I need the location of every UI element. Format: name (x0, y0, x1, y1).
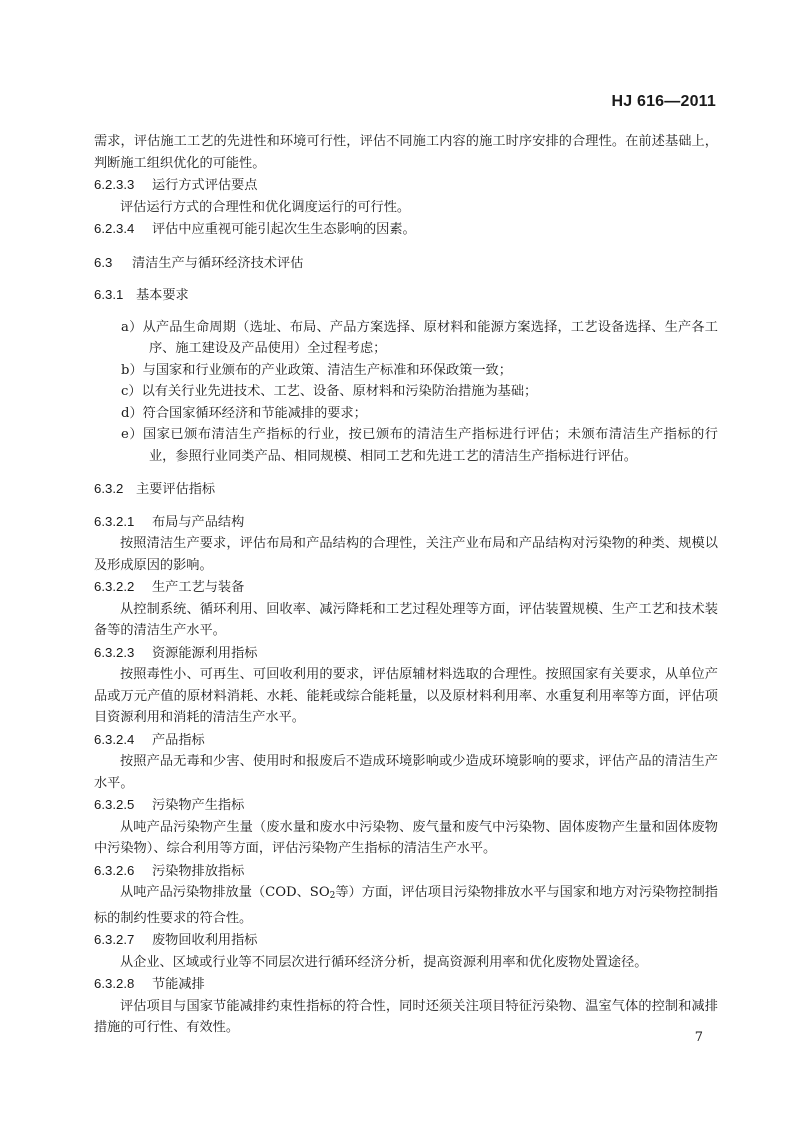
list-item: c）以有关行业先进技术、工艺、设备、原材料和污染防治措施为基础； (121, 384, 538, 399)
document-id: HJ 616—2011 (611, 93, 716, 110)
page-number: 7 (694, 1030, 703, 1045)
subsection-number: 6.3.2.6 (94, 862, 135, 878)
subsection-heading-6324 (94, 729, 718, 752)
subsection-heading-6323 (94, 642, 718, 665)
section-title: 主要评估指标 (136, 481, 216, 496)
subsection-title: 产品指标 (152, 732, 205, 748)
subsection-title: 布局与产品结构 (152, 514, 245, 530)
subsection-heading-6233 (94, 174, 718, 197)
subsection-title: 污染物排放指标 (152, 863, 245, 879)
subsection-text-6233: 评估运行方式的合理性和优化调度运行的可行性。 (120, 199, 411, 215)
subsection-text-6323: 按照毒性小、可再生、可回收利用的要求，评估原辅材料选取的合理性。按照国家有关要求，从单位产品或万元产值的原材料消耗、水耗、能耗或综合能耗量，以及原材料利用率、水重复利用率等方面，评估项目资源利用和消耗的清洁生产水平。 (94, 667, 718, 725)
subsection-text: 评估中应重视可能引起次生生态影响的因素。 (152, 222, 416, 237)
subsection-number: 6.3.2.7 (94, 932, 135, 947)
page-content (94, 131, 718, 1039)
section-heading-63 (94, 252, 718, 274)
subsection-text-6325: 从吨产品污染物产生量（废水量和废水中污染物、废气量和废气中污染物、固体废物产生量和固体废物中污染物）、综合利用等方面，评估污染物产生指标的清洁生产水平。 (94, 819, 718, 856)
subsection-heading-6328 (94, 973, 718, 996)
subscript: 2 (329, 891, 336, 901)
list-item: e）国家已颁布清洁生产指标的行业，按已颁布的清洁生产指标进行评估；未颁布清洁生产指标的行业，参照行业同类产品、相同规模、相同工艺和先进工艺的清洁生产指标进行评估。 (121, 427, 718, 464)
subsection-number: 6.3.2.2 (94, 579, 135, 594)
text-part: 从吨产品污染物排放量（COD、SO (120, 885, 330, 900)
section-title: 基本要求 (136, 287, 189, 302)
list-item: d）符合国家循环经济和节能减排的要求； (121, 405, 367, 421)
subsection-title: 废物回收利用指标 (152, 933, 258, 948)
subsection-heading-6322 (94, 576, 718, 599)
subsection-number: 6.3.2.5 (94, 797, 135, 812)
intro-paragraph: 需求，评估施工工艺的先进性和环境可行性，评估不同施工内容的施工时序安排的合理性。在前述基础上，判断施工组织优化的可能性。 (94, 134, 718, 171)
text-part: 等）方面，评估项目污染物排放水平与国家和地方对污染物控制指标的制约性要求的符合性。 (94, 885, 718, 926)
subsection-number: 6.3.2.1 (94, 513, 135, 529)
section-heading-631 (94, 284, 718, 306)
subsection-text-6324: 按照产品无毒和少害、使用时和报废后不造成环境影响或少造成环境影响的要求，评估产品的清洁生产水平。 (94, 754, 718, 791)
subsection-text-6327: 从企业、区域或行业等不同层次进行循环经济分析，提高资源利用率和优化废物处置途径。 (120, 954, 648, 970)
section-heading-632 (94, 478, 718, 500)
list-item: a）从产品生命周期（选址、布局、产品方案选择、原材料和能源方案选择，工艺设备选择、生产各工序、施工建设及产品使用）全过程考虑； (121, 319, 718, 356)
subsection-title: 运行方式评估要点 (152, 178, 258, 193)
section-number: 6.3 (94, 254, 113, 270)
subsection-number: 6.3.2.3 (94, 644, 135, 660)
subsection-text-6326 (94, 882, 718, 929)
subsection-heading-6327 (94, 929, 718, 952)
subsection-text-6328: 评估项目与国家节能减排约束性指标的符合性，同时还须关注项目特征污染物、温室气体的控制和减排措施的可行性、有效性。 (94, 998, 718, 1035)
subsection-text-6322: 从控制系统、循环利用、回收率、减污降耗和工艺过程处理等方面，评估装置规模、生产工艺和技术装备等的清洁生产水平。 (94, 601, 718, 638)
requirements-list (94, 317, 718, 468)
subsection-number: 6.3.2.8 (94, 976, 135, 991)
subsection-heading-6326 (94, 860, 718, 883)
section-number: 6.3.2 (94, 481, 124, 496)
subsection-text-6321: 按照清洁生产要求，评估布局和产品结构的合理性，关注产业布局和产品结构对污染物的种类、规模以及形成原因的影响。 (94, 536, 718, 573)
subsection-number: 6.2.3.3 (94, 177, 135, 192)
section-title: 清洁生产与循环经济技术评估 (132, 254, 304, 270)
subsection-number: 6.3.2.4 (94, 731, 135, 747)
subsection-title: 资源能源利用指标 (152, 645, 258, 661)
section-number: 6.3.1 (94, 287, 124, 302)
subsection-heading-6234 (94, 218, 718, 241)
subsection-title: 节能减排 (152, 977, 205, 992)
list-item: b）与国家和行业颁布的产业政策、清洁生产标准和环保政策一致； (121, 362, 512, 378)
subsection-title: 污染物产生指标 (152, 798, 245, 813)
subsection-title: 生产工艺与装备 (152, 580, 245, 595)
subsection-heading-6321 (94, 511, 718, 534)
subsection-number: 6.2.3.4 (94, 221, 135, 236)
subsection-heading-6325 (94, 794, 718, 817)
